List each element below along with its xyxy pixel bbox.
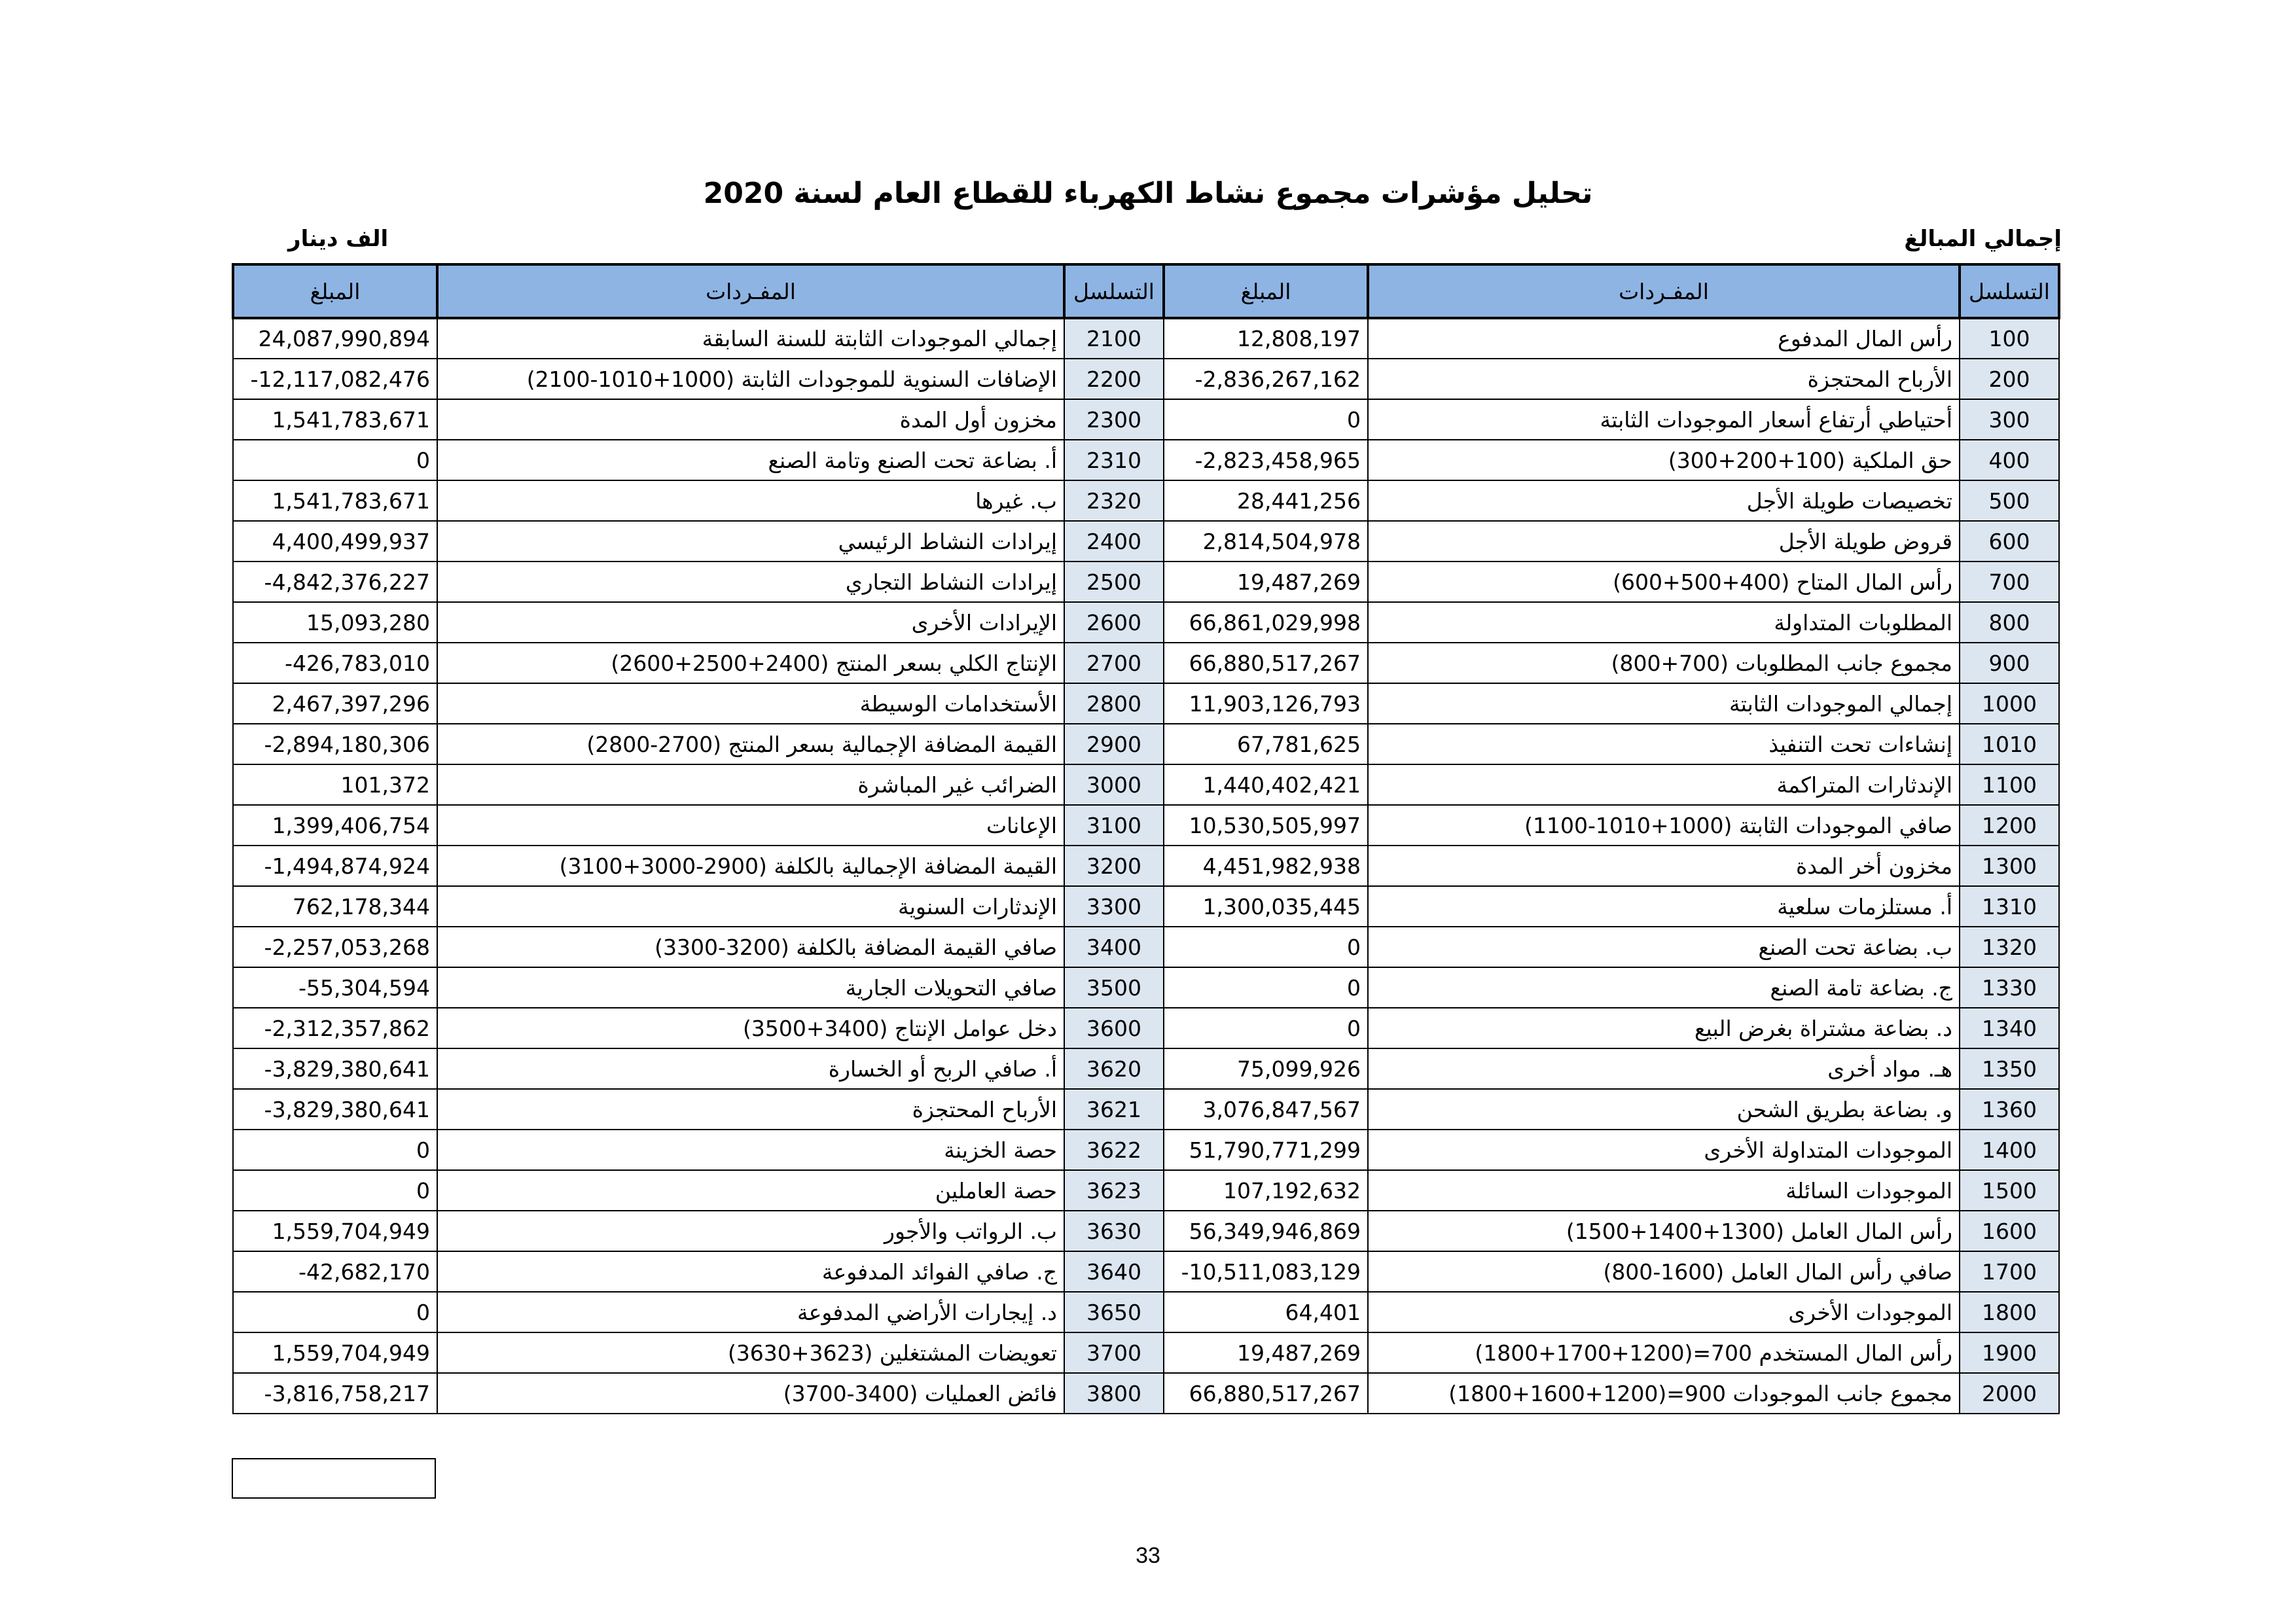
- amount-right-cell: 11,903,126,793: [1164, 683, 1368, 724]
- amount-left-cell: 101,372: [233, 764, 437, 805]
- item-left-cell: ج. صافي الفوائد المدفوعة: [437, 1251, 1064, 1292]
- seq-right-cell: 1350: [1960, 1048, 2059, 1089]
- item-left-cell: مخزون أول المدة: [437, 399, 1064, 440]
- seq-right-cell: 1700: [1960, 1251, 2059, 1292]
- table-row: [233, 480, 2059, 521]
- table-row: [233, 683, 2059, 724]
- seq-right-cell: 1000: [1960, 683, 2059, 724]
- item-right-cell: مجموع جانب الموجودات 900=(1200+1600+1800): [1368, 1373, 1960, 1414]
- amount-left-cell: 1,541,783,671: [233, 480, 437, 521]
- table-row: [233, 643, 2059, 683]
- seq-left-cell: 3623: [1064, 1170, 1164, 1211]
- amount-right-cell: 4,451,982,938: [1164, 846, 1368, 886]
- table-row: [233, 764, 2059, 805]
- item-left-cell: تعويضات المشتغلين (3623+3630): [437, 1332, 1064, 1373]
- item-right-cell: الموجودات الأخرى: [1368, 1292, 1960, 1332]
- item-left-cell: أ. صافي الربح أو الخسارة: [437, 1048, 1064, 1089]
- seq-left-cell: 2700: [1064, 643, 1164, 683]
- seq-left-cell: 3620: [1064, 1048, 1164, 1089]
- table-row: [233, 1008, 2059, 1048]
- table-row: [233, 1332, 2059, 1373]
- table-row: [233, 359, 2059, 399]
- item-right-cell: مخزون أخر المدة: [1368, 846, 1960, 886]
- amount-left-cell: -2,894,180,306: [233, 724, 437, 764]
- table-row: [233, 846, 2059, 886]
- seq-right-cell: 1900: [1960, 1332, 2059, 1373]
- seq-right-cell: 1200: [1960, 805, 2059, 846]
- page-number: 33: [1136, 1543, 1160, 1568]
- amount-right-cell: 1,300,035,445: [1164, 886, 1368, 927]
- seq-left-cell: 2200: [1064, 359, 1164, 399]
- table-row: [233, 1048, 2059, 1089]
- amount-left-cell: 4,400,499,937: [233, 521, 437, 562]
- amount-right-cell: 12,808,197: [1164, 318, 1368, 359]
- table-row: [233, 1251, 2059, 1292]
- amount-right-cell: 0: [1164, 1008, 1368, 1048]
- item-right-cell: رأس المال المدفوع: [1368, 318, 1960, 359]
- seq-left-cell: 3621: [1064, 1089, 1164, 1130]
- seq-right-cell: 600: [1960, 521, 2059, 562]
- seq-left-cell: 3400: [1064, 927, 1164, 967]
- header-amount-right: المبلغ: [1164, 264, 1368, 318]
- table-row: [233, 1130, 2059, 1170]
- table-row: [233, 318, 2059, 359]
- item-right-cell: قروض طويلة الأجل: [1368, 521, 1960, 562]
- table-row: [233, 805, 2059, 846]
- item-left-cell: الإيرادات الأخرى: [437, 602, 1064, 643]
- seq-right-cell: 1400: [1960, 1130, 2059, 1170]
- item-left-cell: دخل عوامل الإنتاج (3400+3500): [437, 1008, 1064, 1048]
- seq-left-cell: 2600: [1064, 602, 1164, 643]
- item-right-cell: حق الملكية (100+200+300): [1368, 440, 1960, 480]
- seq-left-cell: 3000: [1064, 764, 1164, 805]
- table-row: [233, 521, 2059, 562]
- amount-right-cell: -10,511,083,129: [1164, 1251, 1368, 1292]
- item-right-cell: صافي الموجودات الثابتة (1000+1010-1100): [1368, 805, 1960, 846]
- item-right-cell: الموجودات المتداولة الأخرى: [1368, 1130, 1960, 1170]
- amount-right-cell: 0: [1164, 967, 1368, 1008]
- item-right-cell: المطلوبات المتداولة: [1368, 602, 1960, 643]
- seq-left-cell: 2400: [1064, 521, 1164, 562]
- amount-left-cell: 1,559,704,949: [233, 1332, 437, 1373]
- header-items-left: المفـردات: [437, 264, 1064, 318]
- item-right-cell: د. بضاعة مشتراة بغرض البيع: [1368, 1008, 1960, 1048]
- item-left-cell: إجمالي الموجودات الثابتة للسنة السابقة: [437, 318, 1064, 359]
- seq-left-cell: 3622: [1064, 1130, 1164, 1170]
- amount-left-cell: -3,829,380,641: [233, 1089, 437, 1130]
- amount-right-cell: -2,823,458,965: [1164, 440, 1368, 480]
- seq-left-cell: 2320: [1064, 480, 1164, 521]
- item-right-cell: أحتياطي أرتفاع أسعار الموجودات الثابتة: [1368, 399, 1960, 440]
- seq-left-cell: 3600: [1064, 1008, 1164, 1048]
- header-seq-right: التسلسل: [1960, 264, 2059, 318]
- seq-left-cell: 3650: [1064, 1292, 1164, 1332]
- item-left-cell: القيمة المضافة الإجمالية بسعر المنتج (2700-2800): [437, 724, 1064, 764]
- amount-left-cell: -55,304,594: [233, 967, 437, 1008]
- amount-left-cell: -2,257,053,268: [233, 927, 437, 967]
- seq-right-cell: 1310: [1960, 886, 2059, 927]
- amount-left-cell: 762,178,344: [233, 886, 437, 927]
- item-right-cell: هـ. مواد أخرى: [1368, 1048, 1960, 1089]
- seq-right-cell: 2000: [1960, 1373, 2059, 1414]
- amount-right-cell: 75,099,926: [1164, 1048, 1368, 1089]
- seq-right-cell: 1360: [1960, 1089, 2059, 1130]
- empty-cell: [232, 1458, 436, 1499]
- amount-right-cell: 19,487,269: [1164, 1332, 1368, 1373]
- amount-right-cell: 67,781,625: [1164, 724, 1368, 764]
- table-row: [233, 1170, 2059, 1211]
- seq-left-cell: 2800: [1064, 683, 1164, 724]
- table-row: [233, 886, 2059, 927]
- item-left-cell: إيرادات النشاط الرئيسي: [437, 521, 1064, 562]
- seq-right-cell: 500: [1960, 480, 2059, 521]
- seq-left-cell: 3500: [1064, 967, 1164, 1008]
- item-left-cell: ب. غيرها: [437, 480, 1064, 521]
- item-right-cell: الإندثارات المتراكمة: [1368, 764, 1960, 805]
- table-row: [233, 440, 2059, 480]
- item-left-cell: أ. بضاعة تحت الصنع وتامة الصنع: [437, 440, 1064, 480]
- amount-right-cell: 10,530,505,997: [1164, 805, 1368, 846]
- item-right-cell: و. بضاعة بطريق الشحن: [1368, 1089, 1960, 1130]
- item-left-cell: حصة العاملين: [437, 1170, 1064, 1211]
- item-right-cell: صافي رأس المال العامل (1600-800): [1368, 1251, 1960, 1292]
- seq-right-cell: 700: [1960, 562, 2059, 602]
- amount-right-cell: 66,880,517,267: [1164, 643, 1368, 683]
- table-row: [233, 1089, 2059, 1130]
- item-right-cell: ج. بضاعة تامة الصنع: [1368, 967, 1960, 1008]
- amount-right-cell: 56,349,946,869: [1164, 1211, 1368, 1251]
- table-row: [233, 602, 2059, 643]
- amount-right-cell: 19,487,269: [1164, 562, 1368, 602]
- amount-right-cell: -2,836,267,162: [1164, 359, 1368, 399]
- item-right-cell: مجموع جانب المطلوبات (700+800): [1368, 643, 1960, 683]
- amount-left-cell: -2,312,357,862: [233, 1008, 437, 1048]
- seq-right-cell: 900: [1960, 643, 2059, 683]
- seq-right-cell: 1600: [1960, 1211, 2059, 1251]
- seq-right-cell: 1800: [1960, 1292, 2059, 1332]
- amount-left-cell: 0: [233, 1130, 437, 1170]
- item-right-cell: تخصيصات طويلة الأجل: [1368, 480, 1960, 521]
- amount-left-cell: 0: [233, 440, 437, 480]
- item-right-cell: إجمالي الموجودات الثابتة: [1368, 683, 1960, 724]
- seq-right-cell: 1300: [1960, 846, 2059, 886]
- amount-left-cell: 0: [233, 1292, 437, 1332]
- table-row: [233, 562, 2059, 602]
- seq-left-cell: 3630: [1064, 1211, 1164, 1251]
- seq-left-cell: 2900: [1064, 724, 1164, 764]
- amount-left-cell: 1,541,783,671: [233, 399, 437, 440]
- table-row: [233, 399, 2059, 440]
- item-right-cell: رأس المال المستخدم 700=(1200+1700+1800): [1368, 1332, 1960, 1373]
- table-row: [233, 927, 2059, 967]
- item-left-cell: إيرادات النشاط التجاري: [437, 562, 1064, 602]
- amount-left-cell: 24,087,990,894: [233, 318, 437, 359]
- item-right-cell: أ. مستلزمات سلعية: [1368, 886, 1960, 927]
- amount-left-cell: 2,467,397,296: [233, 683, 437, 724]
- amount-right-cell: 2,814,504,978: [1164, 521, 1368, 562]
- unit-label: الف دينار: [288, 226, 389, 252]
- item-left-cell: الإعانات: [437, 805, 1064, 846]
- seq-right-cell: 800: [1960, 602, 2059, 643]
- table-row: [233, 967, 2059, 1008]
- seq-left-cell: 2500: [1064, 562, 1164, 602]
- seq-right-cell: 400: [1960, 440, 2059, 480]
- total-amounts-label: إجمالي المبالغ: [1904, 226, 2062, 252]
- item-left-cell: ب. الرواتب والأجور: [437, 1211, 1064, 1251]
- table-header-row: [233, 264, 2059, 318]
- seq-left-cell: 2100: [1064, 318, 1164, 359]
- item-right-cell: رأس المال المتاح (400+500+600): [1368, 562, 1960, 602]
- amount-left-cell: 0: [233, 1170, 437, 1211]
- seq-left-cell: 2300: [1064, 399, 1164, 440]
- item-left-cell: صافي التحويلات الجارية: [437, 967, 1064, 1008]
- amount-left-cell: -3,816,758,217: [233, 1373, 437, 1414]
- header-seq-left: التسلسل: [1064, 264, 1164, 318]
- item-right-cell: رأس المال العامل (1300+1400+1500): [1368, 1211, 1960, 1251]
- table-row: [233, 1292, 2059, 1332]
- item-left-cell: الضرائب غير المباشرة: [437, 764, 1064, 805]
- amount-right-cell: 51,790,771,299: [1164, 1130, 1368, 1170]
- item-right-cell: ب. بضاعة تحت الصنع: [1368, 927, 1960, 967]
- item-left-cell: القيمة المضافة الإجمالية بالكلفة (2900-3000+3100): [437, 846, 1064, 886]
- indicators-table: [232, 263, 2060, 1414]
- amount-left-cell: 15,093,280: [233, 602, 437, 643]
- amount-right-cell: 64,401: [1164, 1292, 1368, 1332]
- amount-left-cell: -12,117,082,476: [233, 359, 437, 399]
- amount-right-cell: 66,880,517,267: [1164, 1373, 1368, 1414]
- amount-right-cell: 107,192,632: [1164, 1170, 1368, 1211]
- seq-left-cell: 3800: [1064, 1373, 1164, 1414]
- seq-right-cell: 300: [1960, 399, 2059, 440]
- amount-left-cell: 1,559,704,949: [233, 1211, 437, 1251]
- item-left-cell: الإندثارات السنوية: [437, 886, 1064, 927]
- amount-left-cell: -426,783,010: [233, 643, 437, 683]
- seq-left-cell: 2310: [1064, 440, 1164, 480]
- item-left-cell: الأرباح المحتجزة: [437, 1089, 1064, 1130]
- amount-left-cell: 1,399,406,754: [233, 805, 437, 846]
- seq-right-cell: 1340: [1960, 1008, 2059, 1048]
- seq-right-cell: 1330: [1960, 967, 2059, 1008]
- item-left-cell: د. إيجارات الأراضي المدفوعة: [437, 1292, 1064, 1332]
- item-right-cell: إنشاءات تحت التنفيذ: [1368, 724, 1960, 764]
- amount-right-cell: 3,076,847,567: [1164, 1089, 1368, 1130]
- table-row: [233, 1211, 2059, 1251]
- table-row: [233, 724, 2059, 764]
- amount-right-cell: 0: [1164, 927, 1368, 967]
- seq-left-cell: 3100: [1064, 805, 1164, 846]
- seq-right-cell: 1500: [1960, 1170, 2059, 1211]
- amount-right-cell: 1,440,402,421: [1164, 764, 1368, 805]
- header-items-right: المفـردات: [1368, 264, 1960, 318]
- seq-left-cell: 3640: [1064, 1251, 1164, 1292]
- seq-left-cell: 3700: [1064, 1332, 1164, 1373]
- amount-left-cell: -1,494,874,924: [233, 846, 437, 886]
- seq-left-cell: 3300: [1064, 886, 1164, 927]
- item-left-cell: الإضافات السنوية للموجودات الثابتة (1000+1010-2100): [437, 359, 1064, 399]
- amount-right-cell: 0: [1164, 399, 1368, 440]
- item-left-cell: فائض العمليات (3400-3700): [437, 1373, 1064, 1414]
- header-amount-left: المبلغ: [233, 264, 437, 318]
- page-title: تحليل مؤشرات مجموع نشاط الكهرباء للقطاع العام لسنة 2020: [703, 177, 1593, 210]
- seq-right-cell: 1100: [1960, 764, 2059, 805]
- item-left-cell: صافي القيمة المضافة بالكلفة (3200-3300): [437, 927, 1064, 967]
- seq-left-cell: 3200: [1064, 846, 1164, 886]
- seq-right-cell: 100: [1960, 318, 2059, 359]
- item-right-cell: الموجودات السائلة: [1368, 1170, 1960, 1211]
- item-left-cell: الإنتاج الكلي بسعر المنتج (2400+2500+2600): [437, 643, 1064, 683]
- amount-left-cell: -4,842,376,227: [233, 562, 437, 602]
- item-right-cell: الأرباح المحتجزة: [1368, 359, 1960, 399]
- amount-right-cell: 28,441,256: [1164, 480, 1368, 521]
- item-left-cell: حصة الخزينة: [437, 1130, 1064, 1170]
- item-left-cell: الأستخدامات الوسيطة: [437, 683, 1064, 724]
- seq-right-cell: 1320: [1960, 927, 2059, 967]
- amount-left-cell: -3,829,380,641: [233, 1048, 437, 1089]
- amount-left-cell: -42,682,170: [233, 1251, 437, 1292]
- seq-right-cell: 200: [1960, 359, 2059, 399]
- seq-right-cell: 1010: [1960, 724, 2059, 764]
- amount-right-cell: 66,861,029,998: [1164, 602, 1368, 643]
- table-row: [233, 1373, 2059, 1414]
